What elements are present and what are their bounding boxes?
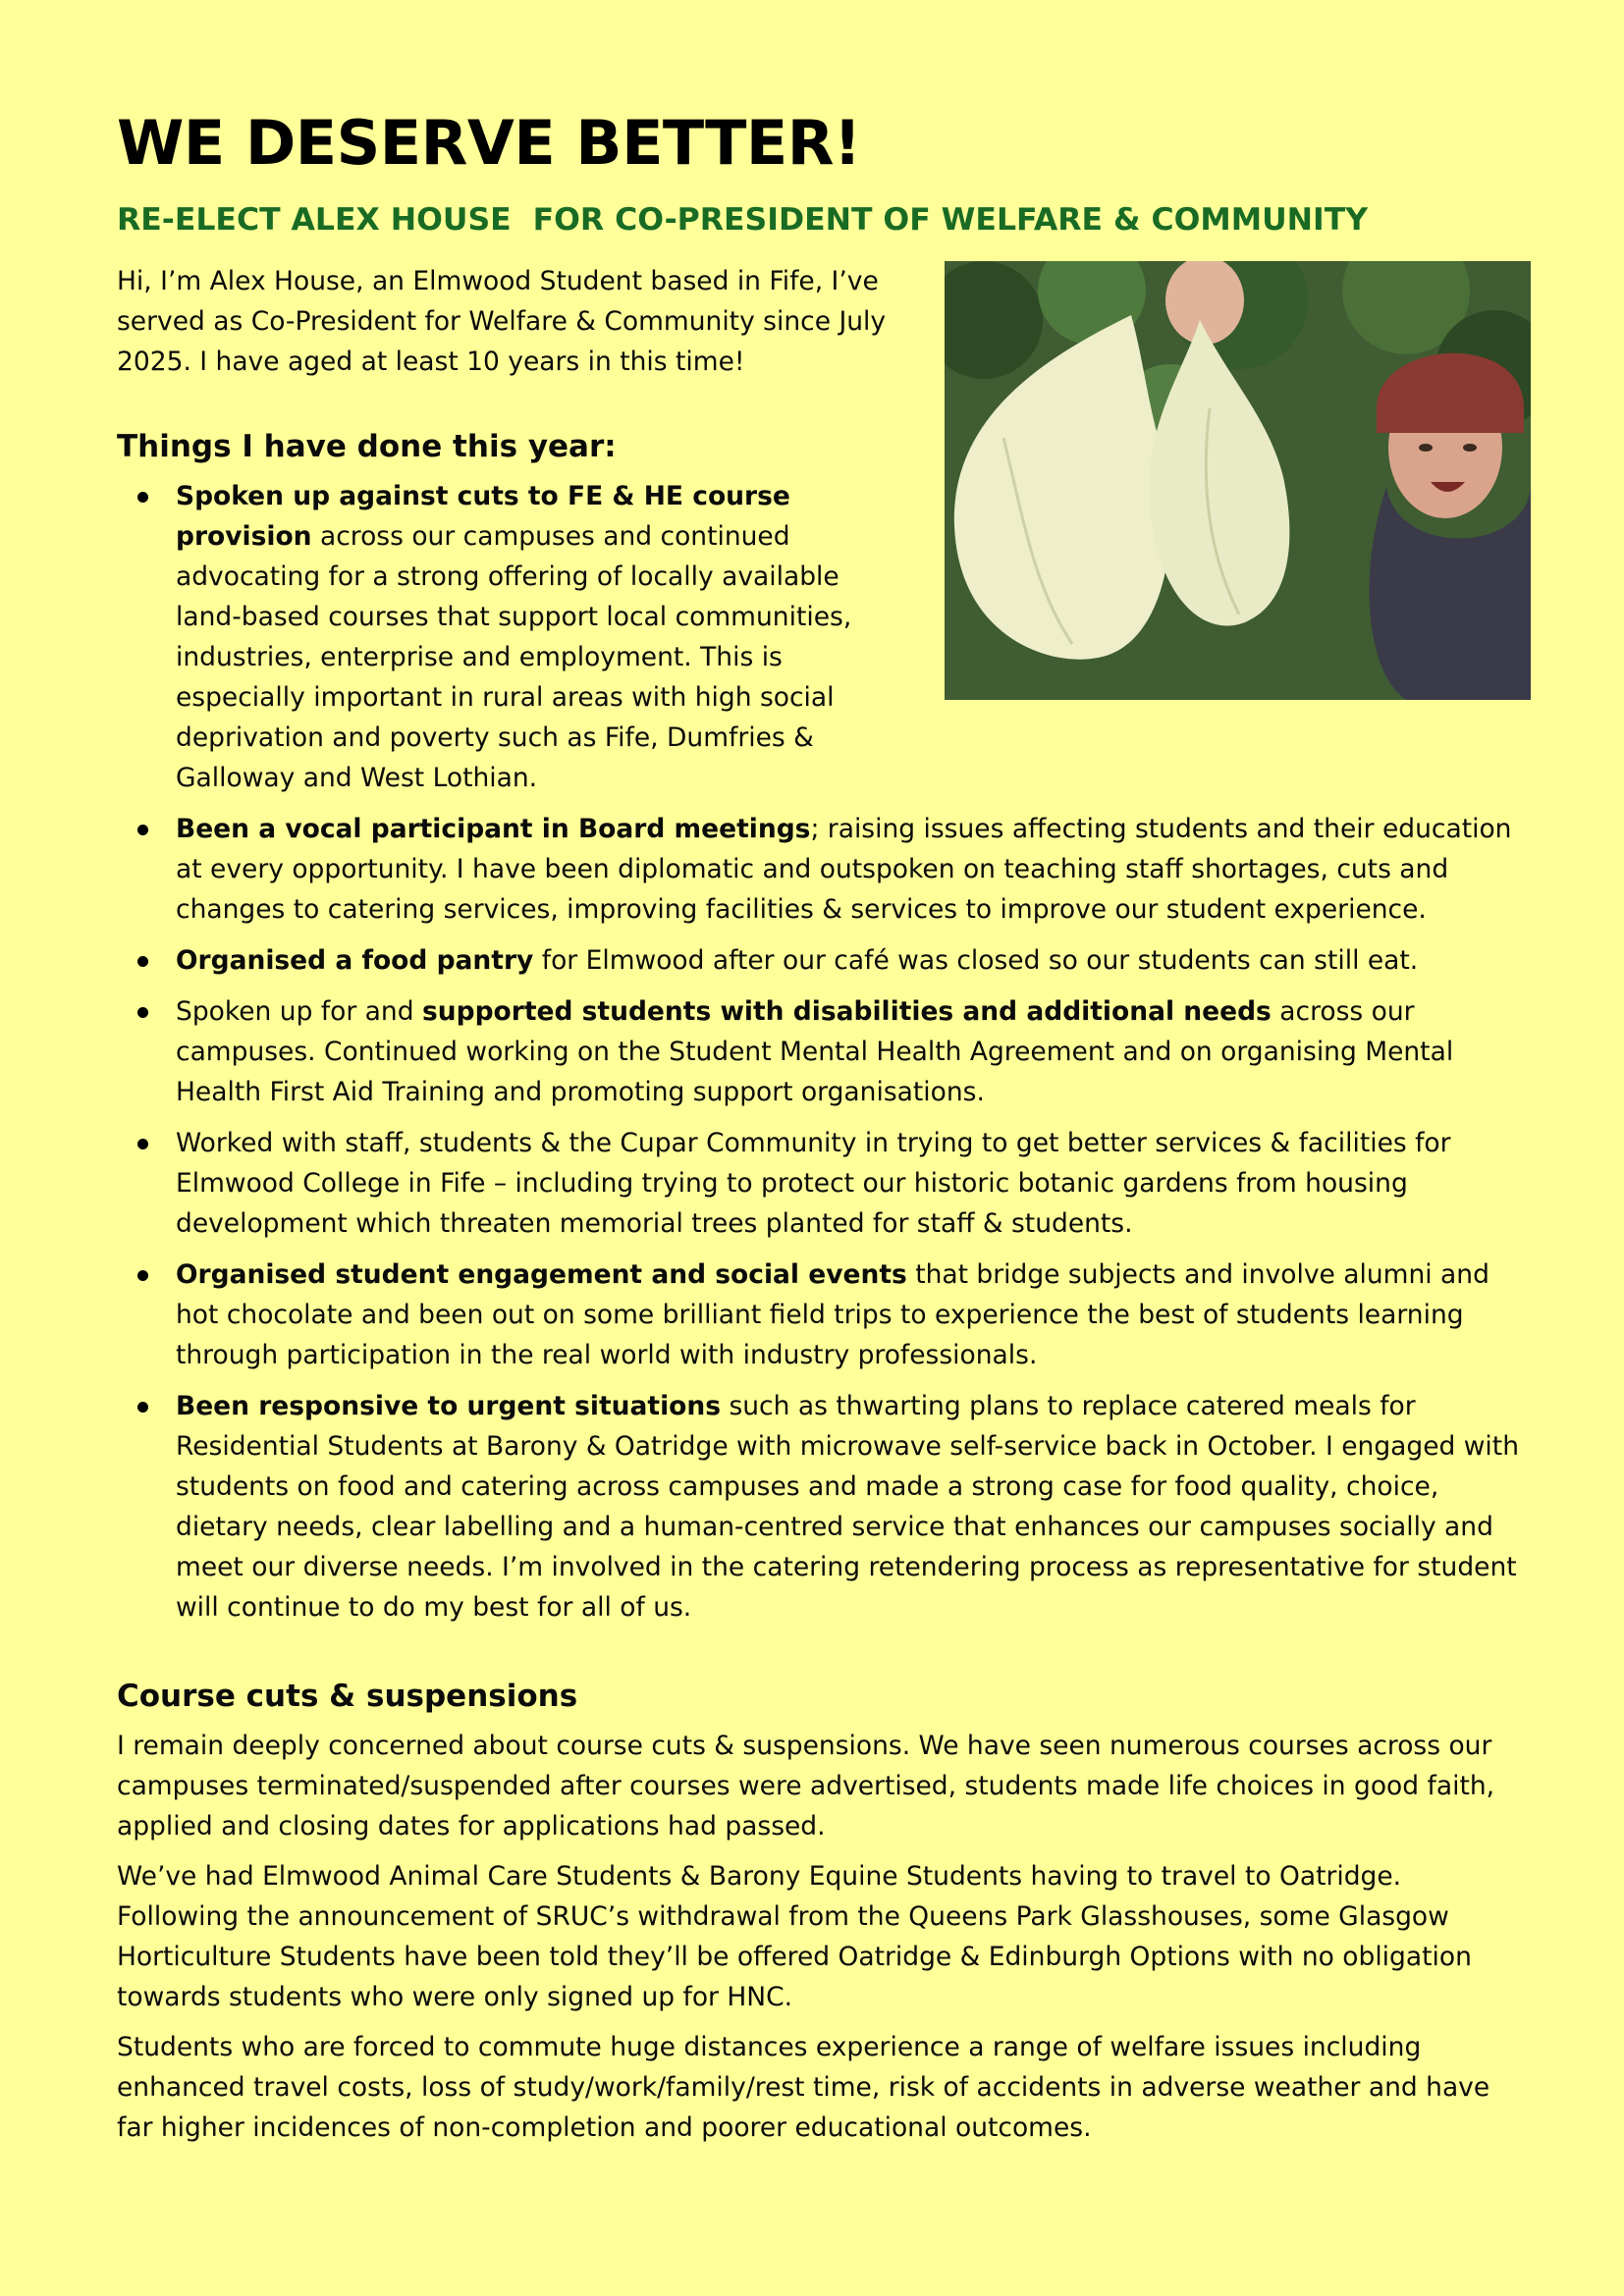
course-cuts-paragraph: I remain deeply concerned about course cuts & suspensions. We have seen numerous courses across our campuses terminated/suspended after courses were advertised, students made life choices in good faith, applied and closing dates for applications had passed. bbox=[117, 1731, 1495, 1842]
list-item bbox=[117, 991, 1531, 1112]
page-title: WE DESERVE BETTER! bbox=[117, 107, 861, 179]
list-item-text: that bridge subjects and involve alumni and hot chocolate and been out on some brilliant field trips to experience the best of students learning through participation in the real world with industry professionals. bbox=[176, 1259, 1489, 1370]
list-item-pre: Worked with staff, students & the Cupar Community in trying to get better services & facilities for Elmwood College in Fife – including trying to protect our historic botanic gardens from housing development which threaten memorial trees planted for staff & students. bbox=[176, 1128, 1451, 1239]
list-item bbox=[117, 809, 1531, 930]
course-cuts-paragraph: Students who are forced to commute huge distances experience a range of welfare issues including enhanced travel costs, loss of study/work/family/rest time, risk of accidents in adverse weather and have far higher incidences of non-completion and poorer educational outcomes. bbox=[117, 2032, 1490, 2143]
list-item-text: such as thwarting plans to replace catered meals for Residential Students at Barony & Oatridge with microwave self-service back in October. I engaged with students on food and catering across campuses and made a strong case for food quality, choice, dietary needs, clear labelling and a human-centred service that enhances our campuses socially and meet our diverse needs. I’m involved in the catering retendering process as representative for student will continue to do my best for all of us. bbox=[176, 1391, 1519, 1623]
list-item-text: across our campuses. Continued working on the Student Mental Health Agreement and on organising Mental Health First Aid Training and promoting support organisations. bbox=[176, 996, 1454, 1107]
list-item-text: for Elmwood after our café was closed so our students can still eat. bbox=[533, 945, 1419, 976]
list-item-bold: supported students with disabilities and additional needs bbox=[421, 996, 1272, 1027]
course-cuts-heading: Course cuts & suspensions bbox=[117, 1679, 578, 1714]
page-subtitle: RE-ELECT ALEX HOUSE FOR CO-PRESIDENT OF WELFARE & COMMUNITY bbox=[117, 202, 1369, 238]
list-item-bold: Organised a food pantry bbox=[176, 945, 534, 976]
list-item bbox=[117, 1386, 1531, 1628]
list-item-text: ; raising issues affecting students and their education at every opportunity. I have been diplomatic and outspoken on teaching staff shortages, cuts and changes to catering services, improving facilities & services to improve our student experience. bbox=[176, 814, 1512, 925]
list-item bbox=[117, 1123, 1531, 1244]
list-item-text: across our campuses and continued advocating for a strong offering of locally available land-based courses that support local communities, industries, enterprise and employment. This is especially important in rural areas with high social deprivation and poverty such as Fife, Dumfries & Galloway and West Lothian. bbox=[176, 521, 852, 793]
candidate-photo bbox=[945, 261, 1531, 700]
intro-section bbox=[117, 261, 1531, 798]
list-item-bold: Organised student engagement and social events bbox=[176, 1259, 907, 1290]
list-item-bold: Spoken up against cuts to FE & HE course provision bbox=[176, 481, 790, 552]
achievements-heading: Things I have done this year: bbox=[117, 429, 617, 464]
course-cuts-paragraph: We’ve had Elmwood Animal Care Students & Barony Equine Students having to travel to Oatridge. Following the announcement of SRUC’s withdrawal from the Queens Park Glasshouses, some Glasgow Horticulture Students have been told they’ll be offered Oatridge & Edinburgh Options with no obligation towards students who were only signed up for HNC. bbox=[117, 1861, 1472, 2012]
candidate-photo-illustration bbox=[945, 261, 1531, 700]
list-item-bold: Been a vocal participant in Board meetings bbox=[176, 814, 811, 844]
intro-text: Hi, I’m Alex House, an Elmwood Student based in Fife, I’ve served as Co-President for Welfare & Community since July 2025. I have aged at least 10 years in this time! bbox=[117, 266, 887, 377]
achievements-list-continued bbox=[117, 809, 1531, 1628]
list-item-bold: Been responsive to urgent situations bbox=[176, 1391, 722, 1421]
document-page bbox=[117, 106, 1531, 2148]
list-item bbox=[117, 476, 902, 798]
list-item bbox=[117, 940, 1531, 981]
list-item bbox=[117, 1255, 1531, 1375]
list-item-pre: Spoken up for and bbox=[176, 996, 422, 1027]
